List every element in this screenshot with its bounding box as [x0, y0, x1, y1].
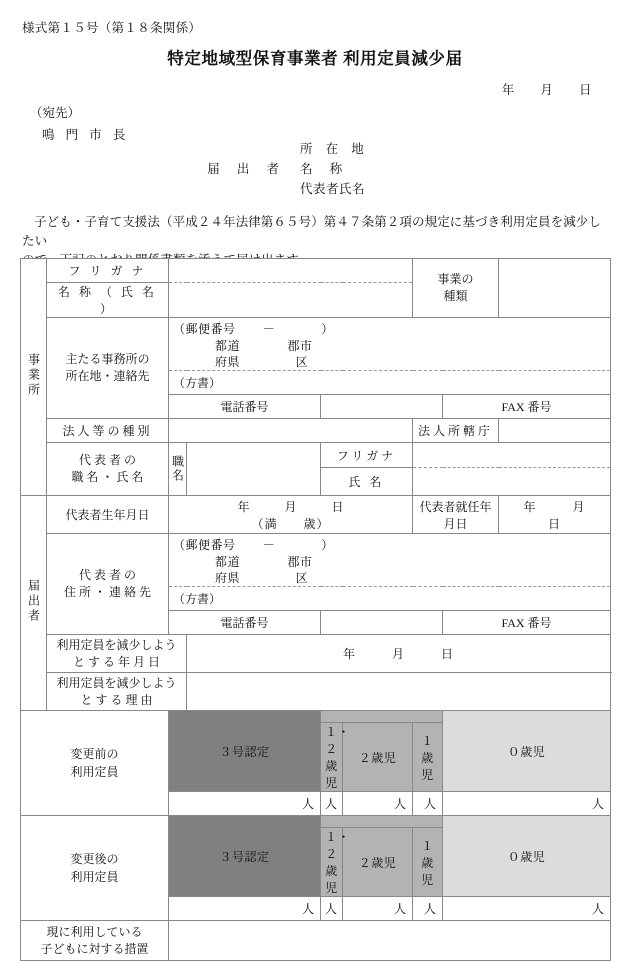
addressee-label: （宛先） — [30, 106, 81, 120]
submitter-block — [0, 138, 630, 198]
pref-city-row-2 — [173, 354, 606, 370]
rep-pref-label-1: 都道 — [215, 555, 241, 569]
date-year-label: 年 — [501, 83, 515, 97]
issue-date-line — [502, 80, 592, 98]
submitter-field-address: 所 在 地 — [300, 142, 369, 156]
label-before-capacity-l2: 利用定員 — [70, 765, 119, 779]
rep-birth-day-label: 日 — [331, 499, 344, 514]
before-capacity-age12-header: １・２歳児 — [321, 723, 343, 792]
input-rep-furigana[interactable] — [413, 443, 611, 468]
rep-appointed-month-label: 月 — [572, 499, 586, 514]
submitter-tag: 届 出 者 — [207, 162, 286, 176]
addressee-name: 鳴 門 市 長 — [42, 128, 130, 142]
label-rep-tel: 電話番号 — [169, 611, 321, 635]
label-reduce-reason-l1: 利用定員を減少しよう — [56, 675, 177, 690]
input-reduce-date[interactable] — [187, 635, 611, 673]
label-after-capacity-l2: 利用定員 — [70, 870, 119, 884]
input-business-type[interactable] — [499, 259, 611, 318]
rep-birth-year-label: 年 — [237, 499, 250, 514]
before-capacity-age2-header: ２歳児 — [343, 723, 413, 792]
label-shokumei: 職名 — [169, 443, 187, 496]
table-row-furigana — [21, 259, 611, 283]
table-row-rep-address — [21, 534, 611, 587]
table-row-after-capacity-band — [21, 816, 611, 828]
before-capacity-age12-value[interactable]: 人 — [321, 792, 343, 816]
input-current-children[interactable] — [169, 921, 611, 961]
reduce-date-month-label: 月 — [392, 647, 406, 661]
input-rep-hosho[interactable] — [169, 587, 611, 611]
label-after-capacity — [21, 816, 169, 921]
table-row-rep-birth — [21, 496, 611, 534]
input-name[interactable] — [169, 283, 413, 318]
label-fax: FAX 番号 — [443, 395, 611, 419]
before-capacity-age1-value[interactable]: 人 — [413, 792, 443, 816]
zip-label: （郵便番号 — [173, 322, 236, 336]
rep-birth-age — [173, 516, 408, 533]
label-rep-title-name — [47, 443, 169, 496]
rep-label-hosho: （方書） — [173, 592, 222, 606]
after-capacity-age2-value[interactable]: 人 — [343, 897, 413, 921]
page-title: 特定地域型保育事業者 利用定員減少届 — [167, 49, 463, 68]
application-table — [20, 258, 611, 961]
label-after-capacity-l1: 変更後の — [70, 852, 119, 866]
pref-label-2: 府県 — [215, 355, 241, 369]
label-rep-title-name-l1: 代 表 者 の — [78, 453, 136, 467]
label-rep-birth: 代表者生年月日 — [47, 496, 169, 534]
section-label-business-text: 事業所 — [26, 352, 41, 398]
input-rep-birth[interactable] — [169, 496, 413, 534]
table-row-reduce-reason — [21, 673, 611, 711]
submitter-row-rep — [0, 178, 630, 198]
after-capacity-age2-header: ２歳児 — [343, 828, 413, 897]
label-reduce-date — [47, 635, 187, 673]
rep-birth-ymd — [173, 499, 408, 516]
before-capacity-band-mid — [321, 711, 443, 723]
after-capacity-age0-value[interactable]: 人 — [443, 897, 611, 921]
label-current-children — [21, 921, 169, 961]
submitter-field-name: 名 称 — [300, 162, 350, 176]
rep-birth-age-suffix: 歳） — [303, 516, 330, 531]
rep-pref-city-row-2 — [173, 570, 606, 586]
rep-zip-label: （郵便番号 — [173, 538, 236, 552]
label-reduce-date-l2: と す る 年 月 日 — [72, 654, 160, 669]
rep-zip-line — [173, 537, 606, 553]
table-row-before-capacity-band — [21, 711, 611, 723]
label-main-office-l1: 主たる事務所の — [65, 352, 150, 366]
before-capacity-age0-value[interactable]: 人 — [443, 792, 611, 816]
section-label-submitter-text: 届出者 — [26, 578, 41, 624]
before-capacity-age1-header: １歳児 — [413, 723, 443, 792]
input-reduce-reason[interactable] — [187, 673, 611, 711]
label-reduce-reason-l2: と す る 理 由 — [80, 692, 153, 707]
rep-city-label-1: 郡市 — [287, 555, 313, 569]
rep-appointed-year-label: 年 — [523, 499, 537, 514]
date-month-label: 月 — [540, 83, 554, 97]
input-furigana[interactable] — [169, 259, 413, 283]
before-capacity-age0-header: ０歳児 — [443, 711, 611, 792]
input-main-office-address[interactable] — [169, 318, 611, 371]
label-rep-fax: FAX 番号 — [443, 611, 611, 635]
pref-label-1: 都道 — [215, 339, 241, 353]
rep-appointed-day-label: 日 — [548, 516, 562, 531]
label-reduce-reason — [47, 673, 187, 711]
section-label-submitter — [21, 496, 47, 711]
label-rep-name: 氏 名 — [321, 468, 413, 496]
form-number: 様式第１５号（第１８条関係） — [22, 21, 202, 35]
submitter-row-name — [0, 158, 630, 178]
label-rep-address — [47, 534, 169, 635]
reduce-date-year-label: 年 — [342, 647, 356, 661]
input-rep-tel[interactable] — [321, 611, 443, 635]
label-rep-furigana: フリガナ — [321, 443, 413, 468]
label-current-children-l2: 子どもに対する措置 — [40, 941, 149, 956]
label-reduce-date-l1: 利用定員を減少しよう — [56, 637, 177, 652]
submitter-row-address — [0, 138, 630, 158]
input-rep-appointed[interactable] — [499, 496, 611, 534]
reduce-date-day-label: 日 — [441, 647, 455, 661]
label-rep-address-l1: 代 表 者 の — [78, 568, 136, 582]
rep-pref-city-row-1 — [173, 554, 606, 570]
after-capacity-certification-value[interactable]: 人 — [169, 897, 321, 921]
table-row-current-children — [21, 921, 611, 961]
after-capacity-band-mid — [321, 816, 443, 828]
label-main-office — [47, 318, 169, 419]
input-corp-authority[interactable] — [499, 419, 611, 443]
label-rep-appointed: 代表者就任年月日 — [413, 496, 499, 534]
zip-dash: － — [262, 322, 276, 336]
city-label-1: 郡市 — [287, 339, 313, 353]
table-row-reduce-date — [21, 635, 611, 673]
rep-zip-dash: － — [262, 538, 276, 552]
label-hosho: （方書） — [173, 376, 222, 390]
after-capacity-age0-header: ０歳児 — [443, 816, 611, 897]
after-capacity-age1-value[interactable]: 人 — [413, 897, 443, 921]
section-label-business — [21, 259, 47, 496]
city-label-2: 区 — [295, 355, 309, 369]
input-shokumei[interactable] — [187, 443, 321, 496]
after-capacity-age1-header: １歳児 — [413, 828, 443, 897]
input-main-office-hosho[interactable] — [169, 371, 611, 395]
table-row-main-office-address — [21, 318, 611, 371]
rep-pref-label-2: 府県 — [215, 571, 241, 585]
label-business-type — [413, 259, 499, 318]
rep-birth-age-prefix: （満 — [251, 516, 278, 531]
rep-city-label-2: 区 — [295, 571, 309, 585]
label-main-office-l2: 所在地・連絡先 — [65, 369, 150, 383]
before-capacity-certification-header: ３号認定 — [169, 711, 321, 792]
input-corp-type[interactable] — [169, 419, 413, 443]
label-business-type-l2: 種類 — [443, 289, 468, 303]
label-current-children-l1: 現に利用している — [46, 924, 143, 939]
before-capacity-age2-value[interactable]: 人 — [343, 792, 413, 816]
label-business-type-l1: 事業の — [437, 272, 474, 286]
before-capacity-certification-value[interactable]: 人 — [169, 792, 321, 816]
after-capacity-age12-value[interactable]: 人 — [321, 897, 343, 921]
date-day-label: 日 — [578, 83, 592, 97]
table-row-corp-type — [21, 419, 611, 443]
after-capacity-age12-header: １・２歳児 — [321, 828, 343, 897]
rep-zip-close: ） — [321, 538, 334, 552]
pref-city-row-1 — [173, 338, 606, 354]
input-rep-address[interactable] — [169, 534, 611, 587]
table-row-rep-furigana — [21, 443, 611, 468]
label-rep-title-name-l2: 職 名 ・ 氏 名 — [71, 470, 144, 484]
submitter-field-rep-name: 代表者氏名 — [300, 182, 366, 196]
zip-close: ） — [321, 322, 334, 336]
label-furigana: フ リ ガ ナ — [47, 259, 169, 283]
input-tel[interactable] — [321, 395, 443, 419]
intro-line-1: 子ども・子育て支援法（平成２４年法律第６５号）第４７条第２項の規定に基づき利用定員を減少したい — [22, 215, 602, 248]
label-name: 名 称 （ 氏 名 ） — [47, 283, 169, 318]
label-before-capacity — [21, 711, 169, 816]
input-rep-name[interactable] — [413, 468, 611, 496]
label-rep-address-l2: 住 所 ・ 連 絡 先 — [63, 585, 151, 599]
zip-line — [173, 321, 606, 337]
after-capacity-certification-header: ３号認定 — [169, 816, 321, 897]
label-tel: 電話番号 — [169, 395, 321, 419]
rep-birth-month-label: 月 — [284, 499, 297, 514]
label-before-capacity-l1: 変更前の — [70, 747, 119, 761]
label-corp-type: 法人等の種別 — [47, 419, 169, 443]
label-corp-authority: 法人所轄庁 — [413, 419, 499, 443]
